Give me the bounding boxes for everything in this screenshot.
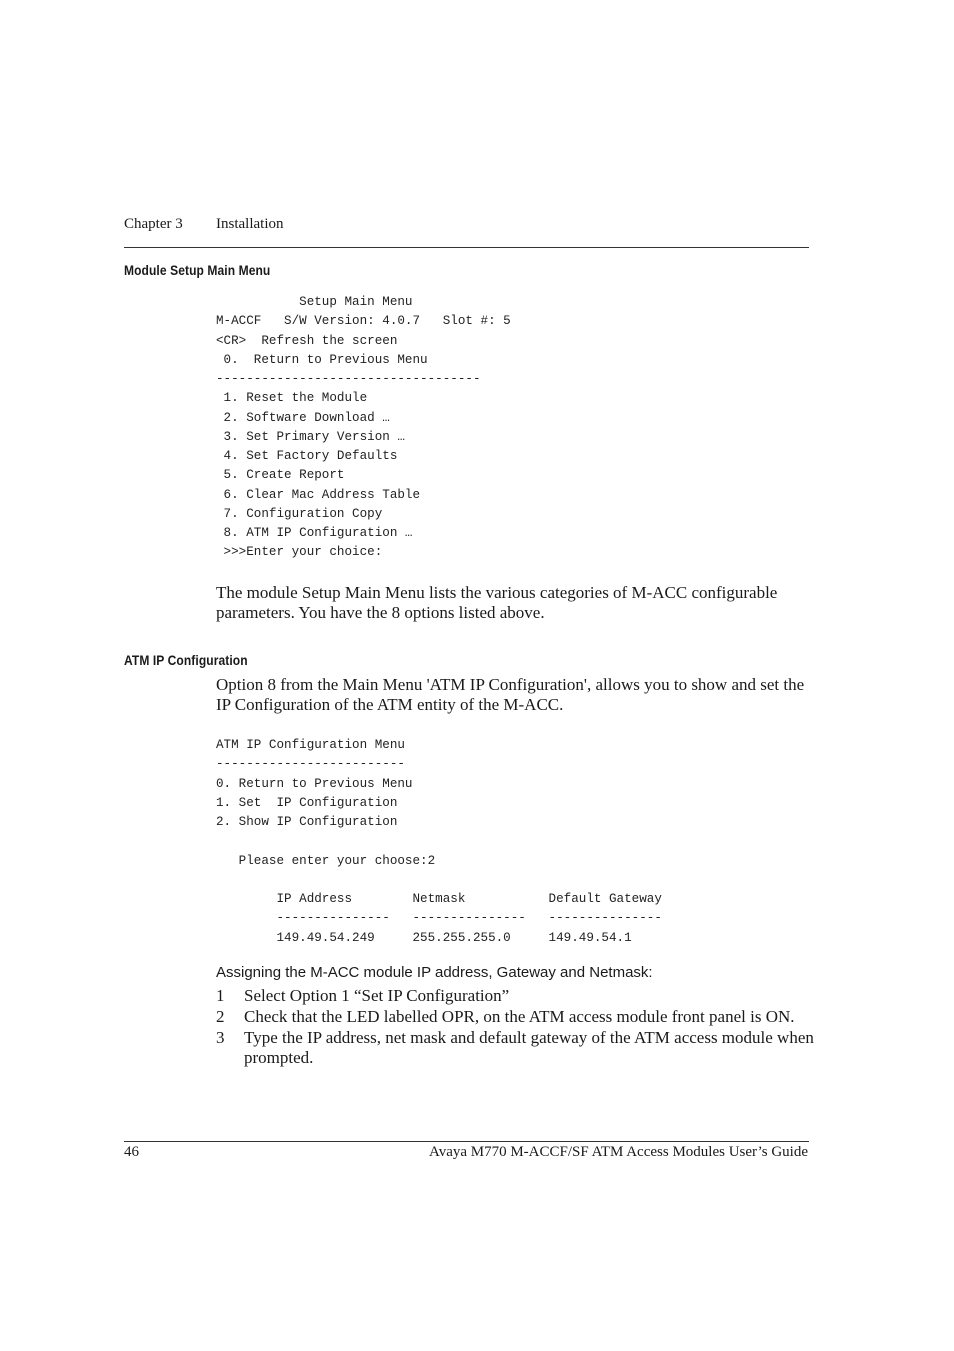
terminal-line: >>>Enter your choice: — [216, 545, 383, 560]
header-title: Installation — [216, 216, 284, 232]
header-chapter: Chapter 3 — [124, 216, 183, 232]
terminal-line: --------------- --------------- --------------- — [216, 911, 662, 926]
terminal-line: M-ACCF S/W Version: 4.0.7 Slot #: 5 — [216, 314, 511, 329]
setup-menu-description: The module Setup Main Menu lists the various categories of M-ACC configurable parameters. You have the 8 options listed above. — [216, 583, 778, 622]
step-text: Select Option 1 “Set IP Configuration” — [244, 986, 510, 1005]
setup-main-menu-terminal — [216, 293, 511, 563]
terminal-line: 0. Return to Previous Menu — [216, 776, 413, 791]
terminal-line: 0. Return to Previous Menu — [216, 352, 428, 367]
footer-doc-title: Avaya M770 M-ACCF/SF ATM Access Modules User’s Guide — [428, 1144, 808, 1160]
header-rule — [124, 247, 809, 248]
section-heading-atm-ip: ATM IP Configuration — [124, 652, 248, 668]
list-item — [216, 1007, 816, 1027]
terminal-line: 8. ATM IP Configuration … — [216, 526, 413, 540]
terminal-line: ------------------------- — [216, 757, 405, 772]
terminal-line: 2. Software Download … — [216, 410, 390, 425]
step-text: Check that the LED labelled OPR, on the ATM access module front panel is ON. — [244, 1007, 795, 1026]
terminal-line: Setup Main Menu — [216, 295, 413, 309]
ip-assign-lead: Assigning the M-ACC module IP address, Gateway and Netmask: — [216, 964, 653, 981]
terminal-line: Please enter your choose:2 — [216, 853, 436, 868]
atm-ip-description: Option 8 from the Main Menu 'ATM IP Configuration', allows you to show and set the IP Configuration of the ATM entity of the M-ACC. — [216, 675, 805, 714]
step-number: 3 — [216, 1028, 225, 1047]
terminal-line: 149.49.54.249 255.255.255.0 149.49.54.1 — [216, 930, 632, 945]
step-number: 1 — [216, 986, 225, 1005]
list-item — [216, 1028, 816, 1068]
section-heading-module-setup: Module Setup Main Menu — [124, 262, 271, 278]
terminal-line: 4. Set Factory Defaults — [216, 449, 398, 463]
terminal-line: ----------------------------------- — [216, 372, 481, 386]
terminal-line: 2. Show IP Configuration — [216, 815, 398, 829]
terminal-line: 3. Set Primary Version … — [216, 429, 405, 444]
terminal-line: IP Address Netmask Default Gateway — [216, 892, 662, 906]
terminal-line: <CR> Refresh the screen — [216, 333, 398, 348]
page-number: 46 — [124, 1144, 139, 1160]
atm-ip-menu-terminal — [216, 736, 662, 948]
terminal-line: ATM IP Configuration Menu — [216, 738, 405, 752]
terminal-line: 6. Clear Mac Address Table — [216, 487, 421, 502]
terminal-line: 7. Configuration Copy — [216, 506, 383, 521]
terminal-line: 1. Reset the Module — [216, 391, 368, 406]
list-item — [216, 986, 816, 1006]
step-number: 2 — [216, 1007, 225, 1026]
terminal-line: 1. Set IP Configuration — [216, 795, 398, 810]
ip-assign-steps — [216, 986, 816, 1069]
step-text: Type the IP address, net mask and default gateway of the ATM access module when prompted. — [244, 1028, 814, 1067]
terminal-line: 5. Create Report — [216, 468, 345, 483]
footer-rule — [124, 1141, 809, 1142]
